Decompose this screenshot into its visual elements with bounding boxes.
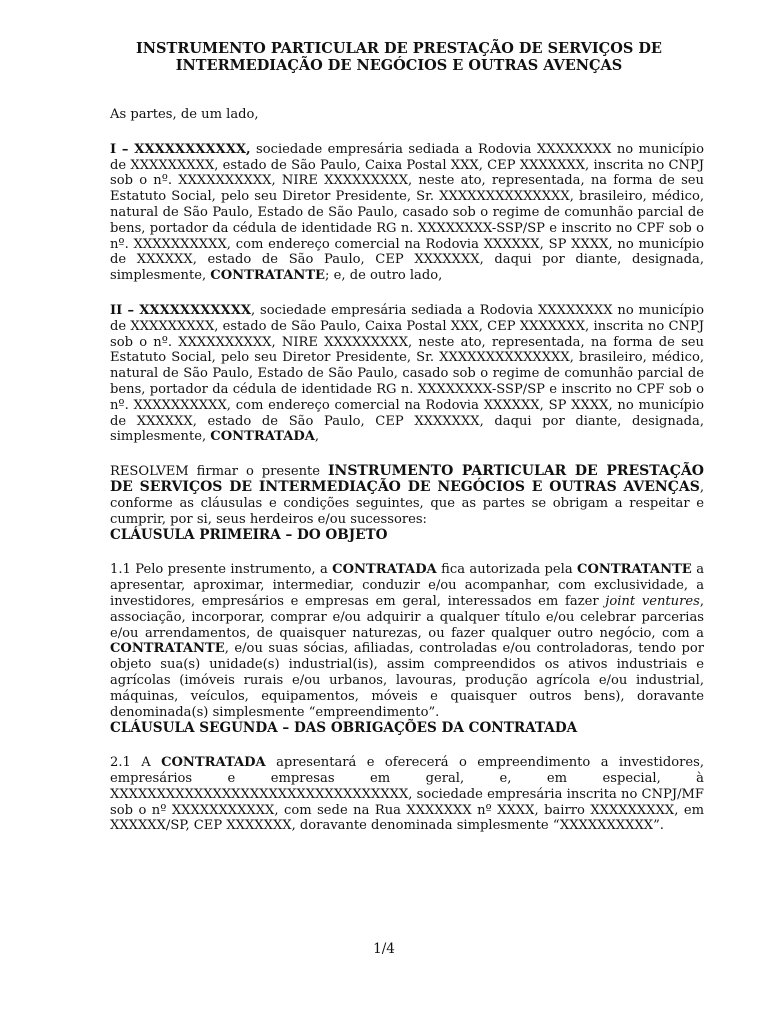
intro-line: As partes, de um lado, <box>110 107 259 122</box>
clause-1-text-a: 1.1 Pelo presente instrumento, a <box>110 562 333 578</box>
title-line-1: INSTRUMENTO PARTICULAR DE PRESTAÇÃO DE SERVIÇOS DE <box>136 40 662 57</box>
resolve-paragraph <box>110 464 704 527</box>
party-1-role: CONTRATANTE <box>210 268 326 284</box>
document-title <box>94 40 704 74</box>
resolve-bold: INSTRUMENTO PARTICULAR DE PRESTAÇÃO DE SERVIÇOS DE INTERMEDIAÇÃO DE NEGÓCIOS E OUTRAS AVENÇAS <box>110 463 704 495</box>
clause-1-heading: CLÁUSULA PRIMEIRA – DO OBJETO <box>110 527 388 544</box>
party-2-tail: , <box>314 429 320 445</box>
clause-1-contratante: CONTRATANTE <box>577 562 692 578</box>
clause-1-joint-ventures: joint ventures <box>605 593 700 609</box>
party-1-paragraph <box>110 142 704 284</box>
clause-2-text-c: apresentará e oferecerá o empreendimento a investidores, empresários e empresas em geral, e, em especial, à XXXXXXXXXXXXXXXXXXXXXXXXXXXXXXXX, sociedade empresária inscrita no CNPJ/MF sob o nº XXXXXXXXXXX, com sede na Rua XXXXXXX nº XXXX, bairro XXXXXXXXX, em XXXXXX/SP, CEP XXXXXXX, doravante denominada simplesmente “XXXXXXXXXX”. <box>110 755 705 834</box>
party-2-text: , sociedade empresária sediada a Rodovia XXXXXXXX no município de XXXXXXXXX, estado de São Paulo, Caixa Postal XXX, CEP XXXXXXX, inscrita no CNPJ sob o nº. XXXXXXXXXX, NIRE XXXXXXXXX, neste ato, representada, na forma de seu Estatuto Social, pelo seu Diretor Presidente, Sr. XXXXXXXXXXXXXX, brasileiro, médico, natural de São Paulo, Estado de São Paulo, casado sob o regime de comunhão parcial de bens, portador da cédula de identidade RG n. XXXXXXXX-SSP/SP e inscrito no CPF sob o nº. XXXXXXXXXX, com endereço comercial na Rodovia XXXXXX, SP XXXX, no município de XXXXXX, estado de São Paulo, CEP XXXXXXX, daqui por diante, designada, simplesmente, <box>110 302 704 445</box>
clause-1-contratante-2: CONTRATANTE <box>110 641 225 657</box>
clause-2-paragraph <box>110 755 704 834</box>
clause-2-heading: CLÁUSULA SEGUNDA – DAS OBRIGAÇÕES DA CONTRATADA <box>110 720 578 737</box>
party-1-text: sociedade empresária sediada a Rodovia XXXXXXXX no município de XXXXXXXXX, estado de São Paulo, Caixa Postal XXX, CEP XXXXXXX, inscrita no CNPJ sob o nº. XXXXXXXXXX, NIRE XXXXXXXXX, neste ato, representada, na forma de seu Estatuto Social, pelo seu Diretor Presidente, Sr. XXXXXXXXXXXXXX, brasileiro, médico, natural de São Paulo, Estado de São Paulo, casado sob o regime de comunhão parcial de bens, portador da cédula de identidade RG n. XXXXXXXX-SSP/SP e inscrito no CPF sob o nº. XXXXXXXXXX, com endereço comercial na Rodovia XXXXXX, SP XXXX, no município de XXXXXX, estado de São Paulo, CEP XXXXXXX, daqui por diante, designada, simplesmente, <box>110 141 704 284</box>
party-2-label: II – XXXXXXXXXXX <box>110 302 252 318</box>
party-1-label: I – XXXXXXXXXXX, <box>110 141 251 157</box>
resolve-tail: , conforme as cláusulas e condições seguintes, que as partes se obrigam a respeitar e cumprir, por si, seus herdeiros e/ou sucessores: <box>110 479 704 527</box>
party-2-role: CONTRATADA <box>210 429 315 445</box>
resolve-lead: RESOLVEM firmar o presente <box>110 464 328 480</box>
clause-1-text-g: , associação, incorporar, comprar e/ou adquirir a qualquer título e/ou celebrar parcerias e/ou arrendamentos, de quaisquer naturezas, ou fazer qualquer outro negócio, com a <box>110 593 704 641</box>
clause-1-text-i: , e/ou suas sócias, afiliadas, controladas e/ou controladoras, tendo por objeto sua(s) unidade(s) industrial(is), assim compreendidos os ativos industriais e agrícolas (imóveis rurais e/ou urbanos, lavouras, produção agrícola e/ou industrial, máquinas, veículos, equipamentos, móveis e quaisquer outros bens), doravante denominada(s) simplesmente “empreendimento”. <box>110 641 704 720</box>
party-2-paragraph <box>110 303 704 445</box>
clause-2-text-a: 2.1 A <box>110 755 162 771</box>
page-number: 1/4 <box>373 941 395 957</box>
clause-1-contratada: CONTRATADA <box>332 562 437 578</box>
clause-1-text-c: fica autorizada pela <box>436 562 578 578</box>
clause-2-contratada: CONTRATADA <box>161 755 266 771</box>
title-line-2: INTERMEDIAÇÃO DE NEGÓCIOS E OUTRAS AVENÇAS <box>175 57 623 74</box>
party-1-tail: ; e, de outro lado, <box>325 268 443 284</box>
clause-1-paragraph <box>110 562 704 720</box>
clause-1-text-e: a apresentar, aproximar, intermediar, conduzir e/ou acompanhar, com exclusividade, a investidores, empresários e empresas em geral, interessados em fazer <box>110 562 704 609</box>
